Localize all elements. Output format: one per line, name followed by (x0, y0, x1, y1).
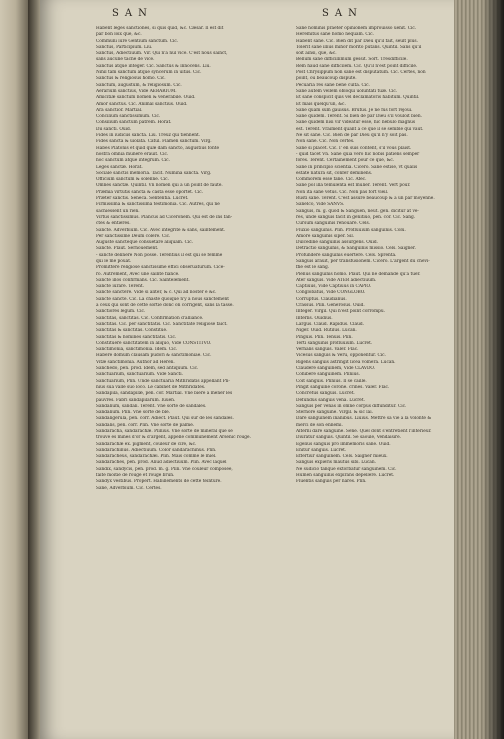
text-line: Post Chrysippum non sanè est disputatum. Cic. Certes, non (296, 70, 426, 76)
text-line: Consilium sanctum patrem. Horat. (96, 120, 172, 126)
text-line: Sandaracha, sandarachæ. Plinius. Vne sorte de mineral que se (96, 429, 233, 434)
text-line: Habent sanè. Cic. Bien dit par Dieu qu'il fait, seult plus. (296, 38, 418, 44)
text-line: Concretus sanguis. Lucret. (296, 391, 355, 397)
text-line: Dulcedine sanguinis assurgens. Ouid. (296, 240, 379, 246)
text-line: Plenus sanguinis homo. Plaut. Qui ne demande qu'à tuer. (296, 271, 421, 277)
text-line: fores. Terent. Certainement pour ce que, &c. (296, 158, 395, 164)
text-line: ctes & entières. (96, 221, 131, 227)
text-line: Sanctum, augustum, & religiosum. Cic. (96, 82, 182, 88)
text-line: par bon loix que, &c. (96, 32, 142, 38)
text-line: Sanè quidem nisi vir videatur esse, hic nebulo magnus (296, 120, 416, 126)
text-line: Sanè quam sum gauisus. Brutus. Je ne fus fort réjoui. (296, 107, 413, 113)
text-line: Coit sanguis. Plinius. Il se caille. (296, 378, 367, 384)
text-line: Sanctè iurare. Terent. (96, 284, 144, 290)
text-line: Rigens sanguis astringit licea volnera. Lucan. (296, 359, 396, 365)
text-line: Pinguis. Plin. Tenuis. Plin. (296, 334, 353, 340)
text-line: Præmia virtutis sancta & casta esse oportet. Cic. (96, 189, 203, 195)
text-line: Sandaligerula, pen. corr. Adiect. Plaut. Qui sur de les sandales. (96, 416, 234, 422)
text-line: Humen sanguinis expirans depellere. Lucret. (296, 473, 395, 479)
text-line: Sociale sanctis memoria. Tacit. Numina sancta. Virg. (96, 170, 212, 176)
text-line: Sanctus, Participium. Liu. (96, 44, 153, 50)
text-line: Sternore sanguine. Virgil. & sic lai. (296, 410, 373, 416)
text-line: Sanè si placet. Cic. I' en suis content, s'il vous plaist. (296, 145, 412, 151)
text-line: Pecuaria res sanè bene culta. Cic. (296, 82, 370, 88)
text-line: Sanè quidem. Terent. Si bien de par Dieu s'il vouloit bien. (296, 114, 422, 120)
text-line: Dii sancti. Ouid. (96, 126, 132, 132)
text-line: Dare sanguinem inanibus. Liuius. Mettre sa vie à la volonté & (296, 416, 432, 422)
text-line: Sanè in principio scientia. Cicero. Sanè estise, vt qualis (296, 164, 418, 170)
text-line: Egelius sanguis pro immemoris sane. Ouid. (296, 441, 391, 447)
text-line: Vicesus sanguis & Veru, opponentur. Cic. (296, 353, 386, 359)
text-line: - quid tacet Vn. Sanè quia vero hic nobis patiens semper (296, 151, 420, 157)
text-line: Fides in iudiciis sancta. Liu. Treuz qui tiennent. (96, 133, 201, 139)
text-line: Sandix, sandycis, pen. prod. m. g. Plin. Vne couleur composée, (96, 466, 233, 472)
text-line: Sanchedo, pen. prod. Idem, sed antiquum. Cic. (96, 366, 199, 372)
text-line: Pingit sanguine corone. crines. Valer. Flac. (296, 384, 390, 390)
text-line: Habent leges sanctiones, si quis quid, &c. Cæsar. Il est dit (96, 26, 224, 31)
text-line: qui le me pouât. (96, 258, 132, 264)
text-line: Habere domum clausam pudori & sanctimoniae. Cic. (96, 353, 212, 359)
text-line: nostra omnia munere erauit. Cic. (96, 151, 169, 157)
text-line: Sanctitas & sanctitas. Constitue. (96, 328, 168, 334)
text-line: Sanctè sanctè. Cic. La chaste quoique n'y a nous sanctement (96, 296, 230, 302)
text-line: Amicitiæ sanctum nomen & venerabile. Ouid. (96, 95, 196, 101)
text-line: Captiuus, Vide Captiuus in CAPIO. (296, 284, 372, 290)
facing-page-edge (0, 0, 28, 739)
text-line: Integer. Virgil. Qui n'est point corrompu. (296, 309, 386, 315)
left-column (96, 26, 288, 492)
text-line: Sandarachæ ex. pigment, couleur de cire, &c. (96, 441, 197, 447)
text-line: Tolerit sanè illius mihor morito putans. Quintil. Sans qu'il (296, 44, 422, 50)
text-line: Conglobatus, Vide CONGLOBO. (296, 290, 366, 296)
text-line: Vitæ sanctimonia. Author ad Heren. (96, 359, 175, 365)
text-line: Per sanctissime Deum colere. Cic. (96, 233, 171, 239)
text-line: res, unde sanguis facit in genitiuo, pen. cor. Cic. Sang. (296, 214, 416, 220)
text-line: Rusti sanè. Terent. C'est assure beaucoup & à un par moyenne. (296, 196, 435, 202)
text-line: Fluentis sanguis per nares. Plin. (296, 479, 367, 485)
text-line: Largus. Claud. Rapidus. Claud. (296, 321, 364, 327)
page-stack-edges (454, 0, 504, 739)
text-line: Ne sit sanè. Cic. Bien de par Dieu qu'il n'y soit pas. (296, 133, 408, 139)
text-line: Nihil tam sanctum atque syncerum in uitiis. Cic. (96, 70, 202, 76)
text-line: Cohibere sanguinem. Plinius. (296, 372, 360, 378)
text-line: Sanctitas & homines sanctitatis. Cic. (96, 334, 177, 340)
dictionary-page (40, 0, 454, 739)
text-line: Sanctuarium, sanctuarium. Vide Sancti. (96, 372, 183, 378)
text-line: pauvres. Fabri sandapilarum. Iuuen. (96, 397, 176, 403)
text-line: Amor sanctus. Cic. Animal sanctius. Ouid. (96, 101, 188, 107)
text-line: Interlis. Ouidius. (296, 315, 333, 321)
text-line: à ceux qui sont de cette sortie donc on corrigent, sans la tasse. (96, 303, 234, 309)
text-line: Cursum sanguinis renouare. Cels. (296, 221, 371, 227)
text-line: ro. Autrement, Avec une sainte fiance. (96, 271, 180, 277)
text-line: Defundus sanguis vena. Lucret. (296, 397, 365, 403)
text-line: Niger. Ouid. Rutilus. Lucan. (296, 328, 357, 334)
text-line: point, ou beaucoup disputé. (296, 76, 357, 82)
text-line: Virtus sanctissimus. Plancus ad Ciceronem. Qui est de ins fan- (96, 214, 233, 220)
text-line: Sanctè sanctêre. Vide si alitèr, & c. Qui ad noster e &c. (96, 290, 217, 296)
text-line: hoc sanctum atque integrum. Cic. (96, 158, 170, 164)
text-line: sachiessent un rien. (96, 208, 140, 214)
text-line: Et mais quelqu'un, &c. (296, 101, 346, 107)
text-line: Sanguis arauit, per transfusionem. Cicero. L'argent du chevi- (296, 258, 430, 264)
text-line: est. Terent. Vraiment quant à ce que il se semble qui vaut. (296, 126, 424, 132)
text-line: Profundere sanguinis euertere. Cels. Sprenta. (296, 252, 397, 258)
text-line: Bellum sanè difficillimum gessit. Sort. Trèsdifficile. (296, 57, 408, 63)
text-line: Sanctus, Adiectiuum. Vir. Qui n'a nul vice. C'est nous sainct, (96, 51, 228, 57)
text-line: Diuratur sanguis. Quintil. Se saoule, Vendaisire. (296, 435, 401, 441)
text-line: Non sanè. Cic. Non certes. (296, 139, 355, 145)
text-line: Sanctè. Adverbium. Cic. Avec integrité & sans, saintement. (96, 227, 226, 233)
text-line: Aerarium sanctius, Vide AERARIUM. (96, 88, 177, 94)
text-line: Sanguis per venas in omne corpus diffunditur. Cic. (296, 403, 407, 409)
text-line: trouve ès mines d'or & d'argent, appellé communement Arsenic rouge. (96, 435, 251, 441)
text-line: Sandalium. Plin. Vne sorte de blé. (96, 410, 170, 416)
text-line: soit ainsi, que, &c. (296, 51, 337, 57)
text-line: Ne sudicio tanque extorbatur sanguinem. Cic. (296, 466, 397, 472)
text-line: Sanctè illos confirmans. Cic. Saintelement. (96, 277, 190, 283)
text-line: - sanctè delinere Non posse. Terentius il est qui se femme (96, 252, 223, 258)
text-line: Sanctitas. Cic. per sanctitatis. Cic. Sanctitate religiosè faict. (96, 321, 228, 327)
text-line: Sanctus & religiosus homo. Cic. (96, 76, 166, 82)
text-line: ffie est le sang. (296, 265, 330, 271)
text-line: sans aucune tache de vice. (96, 57, 155, 63)
text-line: Sandapila, sandapilæ, pen. cor. Martial. Vne biere a mener les (96, 391, 233, 397)
text-line: Ara sanctior. Martial. (96, 107, 143, 113)
text-line: estate natura sit, confer deminens. (296, 170, 373, 176)
text-line: Sandaracheus, sandarachæi. Plin. Mais comme le miel. (96, 454, 217, 460)
text-line: Rem haud sanè difficilem. Cic. Qu'il n'est point difficile. (296, 63, 418, 69)
running-head-left: SAN (112, 8, 153, 19)
text-line: Detractio sanguinis, & Sanguinis missio. Cels. Saigner. (296, 246, 416, 252)
text-line: Ater sanguis. Vide ATER adiectiuum. (296, 277, 377, 283)
text-line: Non ita sanè vetus. Cic. Non pas fort vieil. (296, 189, 389, 195)
text-line: Sandyx vestibus. Propert. Habillements de cette teinture. (96, 479, 222, 485)
text-line: Omnes sanctæ. Quintil. Vn nomen qui a un point de faute. (96, 183, 223, 189)
text-line: Et sanè conspicit quis vel declamatoris habitum. Quintil. (296, 95, 420, 101)
running-head-right: SAN (322, 8, 363, 19)
text-line: Commorem esse fanè. Cic. Afec. (296, 177, 367, 183)
text-line: Sanè autem vellem obloquī uoluntati tuæ. Cic. (296, 88, 398, 94)
text-line: Sandalium, sandali. Terent. Vne sorte de sandales. (96, 403, 207, 409)
text-line: Claudere sanguinem, Vide CLAVDO. (296, 366, 376, 372)
text-line: Sanguis, m. g. quod & Sanguen, neut. gen. dicitur at ve- (296, 208, 419, 214)
text-line: Heremitus sanè homo nequam. Cic. (296, 32, 374, 38)
text-line: Saneſco, Vide SANVS. (296, 202, 345, 208)
text-line: Sandarachinus. Adiectiuum. Color sandarachinus. Plin. (96, 447, 217, 453)
text-line: Enitur sanguis. Lucret. (296, 447, 347, 453)
text-line: Sanguis expieris mautus sibi. Lucan. (296, 460, 376, 466)
text-line: merci de son ennemi. (296, 422, 343, 428)
text-line: Corruptus. Claudianus. (296, 296, 347, 302)
text-line: Sandalis, pen. corr. Plin. Vne sorte de palme. (96, 422, 195, 428)
text-line: Præter sanctis. Seneca. Sententia. Lucret. (96, 196, 189, 202)
text-line: Sanctuarium, Plin. Unde sanctuaria Mithridatis appellant Pli- (96, 378, 230, 384)
text-line: Constituere sanctitatem in aliquo, Vide CONSTITVO. (96, 340, 212, 346)
text-line: Sanctitas, sanctitas. Cic. Confirmation d'alliance. (96, 315, 204, 321)
text-line: Sancte. Plaut. Sernouement. (96, 246, 159, 252)
text-line: nius sua valle suo loco. Le cabinet de Mithridates. (96, 384, 206, 390)
text-line: Sanctus atque integer. Cic. Sanctus & innocens. Liu. (96, 63, 211, 69)
text-line: Effertiur sanguinem. Cels. Saigner mieux. (296, 454, 388, 460)
text-line: Augustè sanctèque consuetare aliquam. Cic. (96, 240, 194, 246)
text-line: Sanè hominis praeter opinionem improuisso uenit. Cic. (296, 26, 417, 31)
text-line: Sane, Adverbium. Cic. Certes. (96, 485, 162, 491)
text-line: Concilium sanctissimum. Cic. (96, 114, 161, 120)
text-line: Promittere religiosè sanctissimè effici obseruaturum. Cice- (96, 265, 225, 271)
text-line: Vernalis sanguis. Valer. Flac. (296, 347, 359, 353)
text-line: Officium sanctum & solenne. Cic. (96, 177, 169, 183)
text-line: Terti sanguinis profluuium. Lucret. (296, 340, 373, 346)
text-line: Communi iure Gentium sanctum. Cic. (96, 38, 179, 44)
text-line: Sanctiores legum. Cic. (96, 309, 146, 315)
text-line: Amore sanguinis siper. Sil. (296, 233, 355, 239)
text-line: Fides sancta & uiolata. Catul. Flamen sanctum. Virg. (96, 139, 212, 145)
text-line: Firmissima & sanctissima testimonia. Cic. Autres, qui ne (96, 202, 220, 208)
text-line: faite moitié de rouge et rouge brun. (96, 473, 175, 479)
text-line: Fluxio sanguinis. Plin. Profluuium sanguinis. Colu. (296, 227, 406, 233)
text-line: Crassus. Plin. Generosus. Ouid. (296, 303, 365, 309)
text-line: Sandaraches, pen. prod. Aliud adiectiuum. Plin. Avec laquel (96, 460, 227, 466)
text-line: Sanè pol illa temulenta est mulier. Terent. Vert pour. (296, 183, 411, 189)
text-line: Sanctimonia, sanctimonia. Idem. Cic. (96, 347, 178, 353)
text-line: Habes Platonis et quid quæ dam sancto, augustius fonte (96, 145, 220, 151)
text-line: Leges sanctæ. Horat. (96, 164, 143, 170)
text-line: Alterni dare sanguine. Sene. Quel dont s'entretient l'interieur. (296, 429, 432, 434)
